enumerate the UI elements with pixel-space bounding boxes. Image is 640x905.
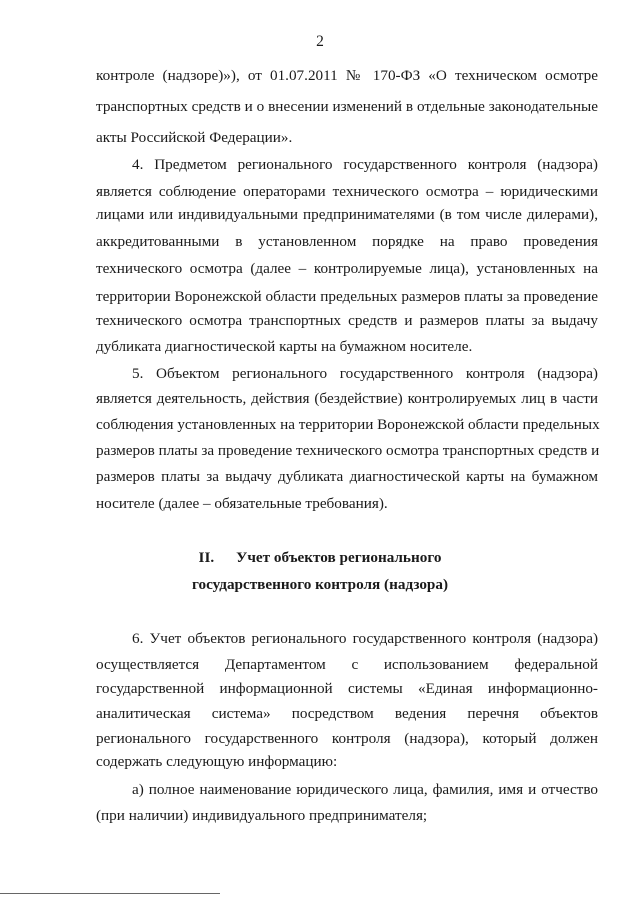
section-title-line1: Учет объектов регионального: [236, 549, 442, 566]
text-line: контроле (надзоре)»), от 01.07.2011 № 170-ФЗ «О техническом осмотре: [96, 67, 598, 84]
text-line: акты Российской Федерации».: [96, 129, 293, 146]
text-line: носителе (далее – обязательные требования).: [96, 495, 388, 512]
text-line: технического осмотра (далее – контролируемые лица), установленных на: [96, 260, 598, 277]
section-heading: [0, 548, 640, 568]
text-line: лицами или индивидуальными предпринимателями (в том числе дилерами),: [96, 206, 598, 223]
paragraph-6-start: 6. Учет объектов регионального государственного контроля (надзора): [132, 630, 598, 647]
paragraph-5-start: 5. Объектом регионального государственного контроля (надзора): [132, 365, 598, 382]
text-line: является деятельность, действия (бездействие) контролируемых лиц в части: [96, 390, 598, 407]
text-line: размеров платы за выдачу дубликата диагностической карты на бумажном: [96, 468, 598, 485]
text-line: (при наличии) индивидуального предпринимателя;: [96, 807, 428, 824]
text-line: аккредитованными в установленном порядке на право проведения: [96, 233, 598, 250]
text-line: аналитическая система» посредством ведения перечня объектов: [96, 705, 598, 722]
list-item-a: а) полное наименование юридического лица, фамилия, имя и отчество: [132, 781, 598, 798]
text-line: технического осмотра транспортных средств и размеров платы за выдачу: [96, 312, 598, 329]
text-line: транспортных средств и о внесении изменений в отдельные законодательные: [96, 98, 598, 115]
footer-rule: [0, 893, 220, 894]
paragraph-4-start: 4. Предметом регионального государственного контроля (надзора): [132, 156, 598, 173]
text-line: регионального государственного контроля (надзора), который должен: [96, 730, 598, 747]
text-line: соблюдения установленных на территории Воронежской области предельных: [96, 416, 600, 433]
text-line: государственной информационной системы «Единая информационно-: [96, 680, 598, 697]
text-line: дубликата диагностической карты на бумажном носителе.: [96, 338, 473, 355]
section-number: II.: [198, 549, 215, 566]
page-number: 2: [316, 33, 324, 50]
text-line: размеров платы за проведение технического осмотра транспортных средств и: [96, 442, 600, 459]
text-line: осуществляется Департаментом с использованием федеральной: [96, 656, 598, 673]
text-line: содержать следующую информацию:: [96, 753, 338, 770]
section-title-line2: государственного контроля (надзора): [191, 576, 449, 593]
text-line: является соблюдение операторами технического осмотра – юридическими: [96, 183, 598, 200]
text-line: территории Воронежской области предельных размеров платы за проведение: [96, 288, 598, 305]
